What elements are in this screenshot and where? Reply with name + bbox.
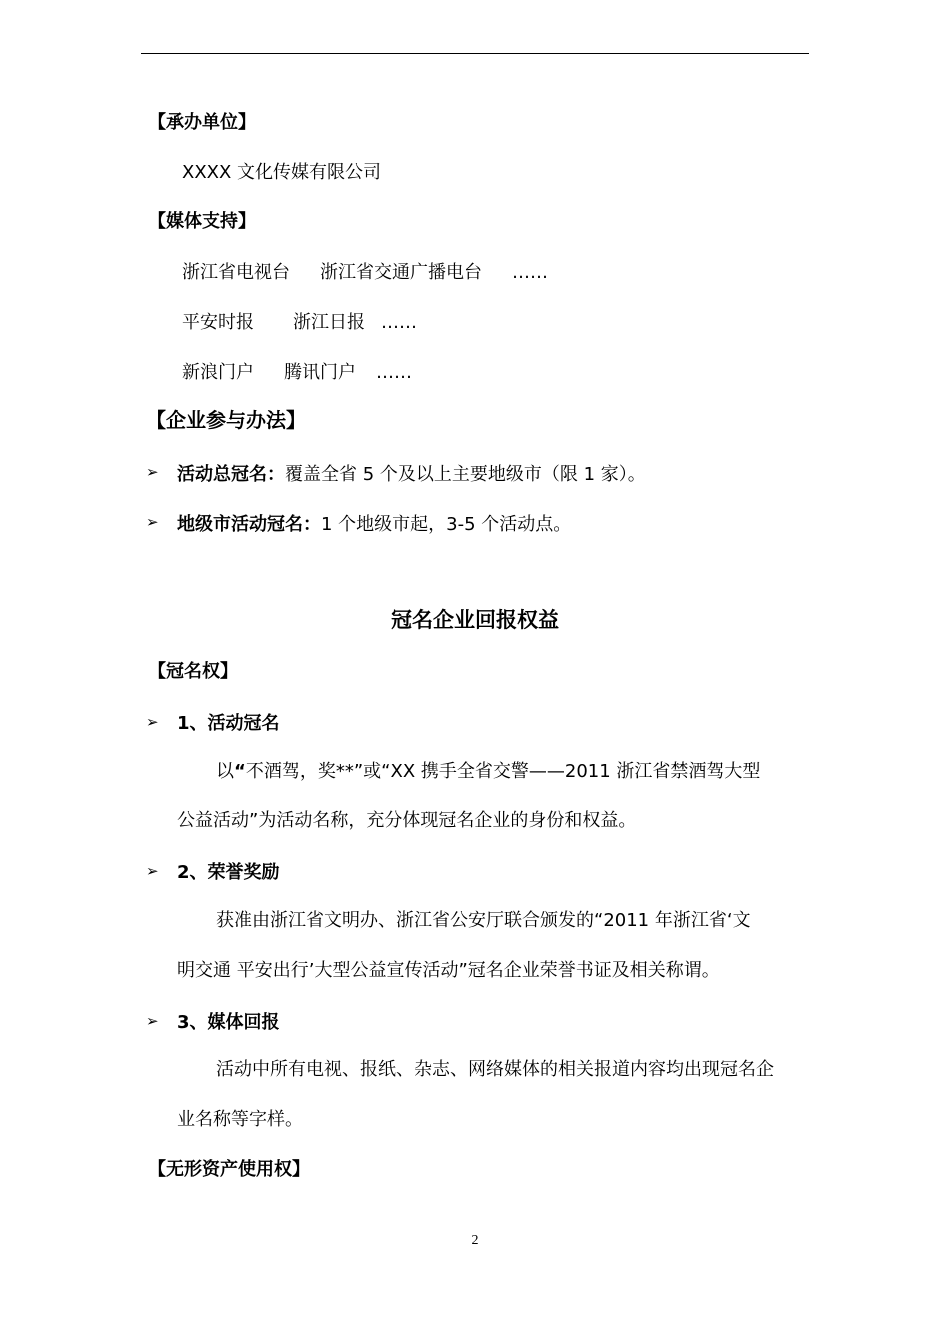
media-item: 浙江省交通广播电台 [320,262,482,283]
bullet-arrow-icon: ➢ [146,513,159,531]
participation-item-title-sponsor [177,460,646,486]
page-number: 2 [471,1233,479,1248]
media-row-tv [182,258,548,284]
text-run: 以 [216,761,234,782]
bullet-arrow-icon: ➢ [146,713,159,731]
naming-item-line: 业名称等字样。 [177,1109,303,1130]
media-item: 平安时报 [182,312,254,333]
naming-item-line: 明交通 平安出行’大型公益宣传活动”冠名企业荣誉书证及相关称谓。 [177,960,720,981]
naming-item-line [216,757,760,783]
header-rule [141,53,809,54]
intangible-heading: 【无形资产使用权】 [148,1159,310,1180]
media-item: 腾讯门户 [284,362,356,383]
participation-heading: 【企业参与办法】 [146,408,306,432]
bullet-arrow-icon: ➢ [146,463,159,481]
media-item-ellipsis: …… [376,362,412,383]
naming-item-line: 公益活动”为活动名称，充分体现冠名企业的身份和权益。 [177,810,637,831]
media-item: 浙江省电视台 [182,262,290,283]
media-row-web [182,358,412,384]
naming-rights-heading: 【冠名权】 [148,661,238,682]
naming-item-title: 3、媒体回报 [177,1012,280,1033]
item-text: 1 个地级市起，3-5 个活动点。 [321,514,572,535]
media-item-ellipsis: …… [512,262,548,283]
item-label: 地级市活动冠名： [177,514,321,535]
naming-item-title: 2、荣誉奖励 [177,862,280,883]
media-item: 浙江日报 [293,312,365,333]
media-item-ellipsis: …… [381,312,417,333]
bullet-arrow-icon: ➢ [146,1012,159,1030]
naming-item-line: 活动中所有电视、报纸、杂志、网络媒体的相关报道内容均出现冠名企 [216,1059,774,1080]
organizer-company: XXXX 文化传媒有限公司 [182,162,382,183]
media-heading: 【媒体支持】 [148,211,256,232]
media-item: 新浪门户 [182,362,254,383]
naming-item-line: 获准由浙江省文明办、浙江省公安厅联合颁发的“2011 年浙江省‘文 [216,910,751,931]
bullet-arrow-icon: ➢ [146,862,159,880]
text-run: “ [234,761,246,782]
text-run: 不酒驾，奖**”或“XX 携手全省交警——2011 浙江省禁酒驾大型 [245,761,761,782]
participation-item-city-sponsor [177,510,571,536]
media-row-print [182,308,417,334]
item-label: 活动总冠名： [177,464,285,485]
section-title: 冠名企业回报权益 [391,608,559,632]
naming-item-title: 1、活动冠名 [177,713,280,734]
organizer-heading: 【承办单位】 [148,112,256,133]
item-text: 覆盖全省 5 个及以上主要地级市（限 1 家）。 [285,464,646,485]
